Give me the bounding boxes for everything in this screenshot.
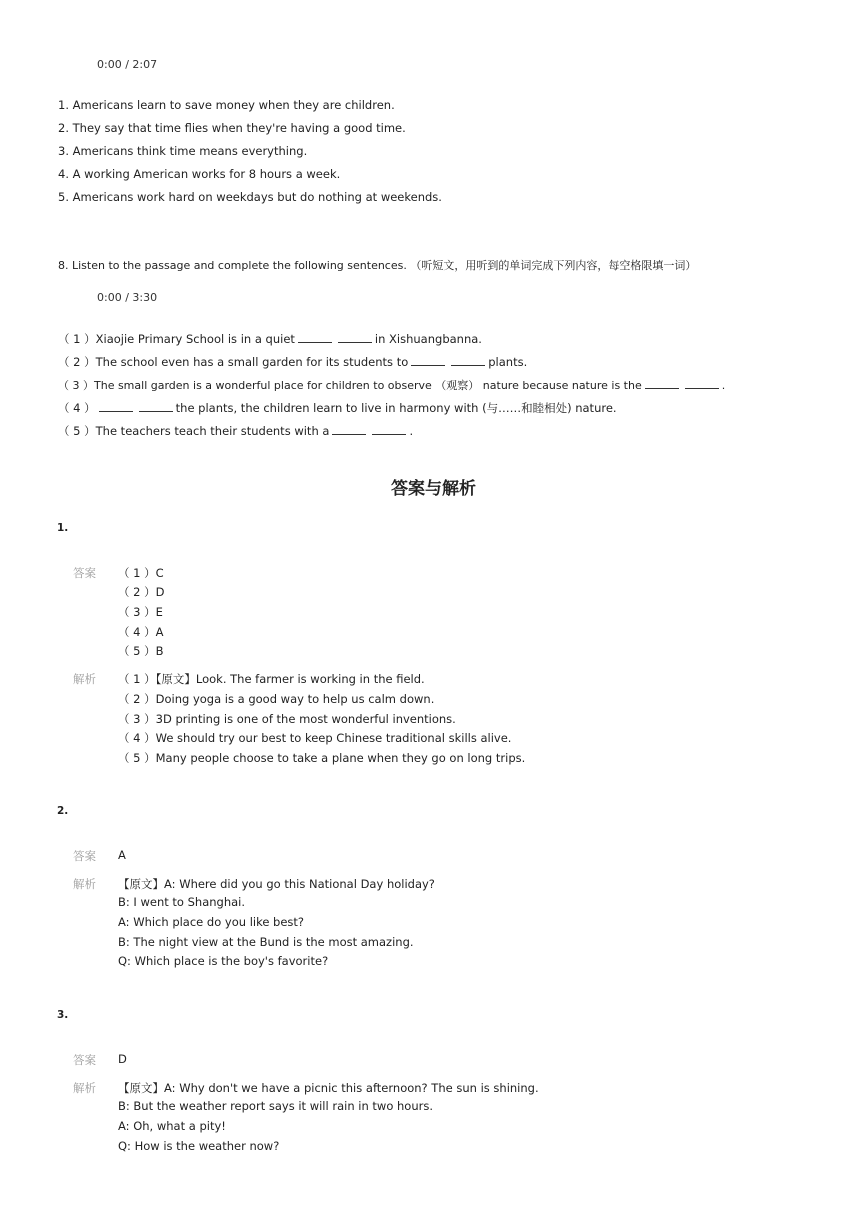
analysis-3-line: 【原文】A: Why don't we have a picnic this afternoon? The sun is shining. [118, 1081, 539, 1095]
analysis-1-line: （ 1 ）【原文】Look. The farmer is working in the field. [118, 672, 425, 686]
answer-1-item: （ 5 ）B [118, 644, 164, 658]
blank-input[interactable] [685, 379, 719, 389]
q8-sentence-3: （ 3 ）The small garden is a wonderful place for children to observe （观察） nature because nature is the . [58, 379, 726, 392]
q8-sentence-5: （ 5 ）The teachers teach their students with a . [58, 424, 414, 438]
answers-heading: 答案与解析 [391, 479, 476, 499]
answer-1-item: （ 4 ）A [118, 625, 164, 639]
analysis-1-line: （ 2 ）Doing yoga is a good way to help us calm down. [118, 692, 435, 706]
blank-input[interactable] [411, 356, 445, 366]
answer-label: 答案 [73, 849, 96, 863]
blank-input[interactable] [645, 379, 679, 389]
answer-1-number: 1. [57, 522, 69, 534]
blank-input[interactable] [298, 333, 332, 343]
statement-5: 5. Americans work hard on weekdays but do nothing at weekends. [58, 190, 442, 204]
blank-input[interactable] [139, 402, 173, 412]
analysis-label: 解析 [73, 877, 96, 891]
q8-sentence-4: （ 4 ） the plants, the children learn to live in harmony with (与……和睦相处) nature. [58, 401, 617, 415]
blank-input[interactable] [99, 402, 133, 412]
statement-1: 1. Americans learn to save money when they are children. [58, 98, 395, 112]
analysis-2-line: A: Which place do you like best? [118, 915, 305, 929]
audio-player-time[interactable]: 0:00 / 2:07 [97, 58, 158, 71]
analysis-2-line: B: I went to Shanghai. [118, 895, 246, 909]
blank-input[interactable] [451, 356, 485, 366]
answer-1-item: （ 2 ）D [118, 585, 165, 599]
blank-input[interactable] [338, 333, 372, 343]
statement-4: 4. A working American works for 8 hours a week. [58, 167, 341, 181]
analysis-1-line: （ 3 ）3D printing is one of the most wonderful inventions. [118, 712, 456, 726]
audio-player-time[interactable]: 0:00 / 3:30 [97, 291, 158, 304]
analysis-2-line: 【原文】A: Where did you go this National Day holiday? [118, 877, 435, 891]
analysis-2-line: B: The night view at the Bund is the most amazing. [118, 935, 414, 949]
answer-1-item: （ 3 ）E [118, 605, 163, 619]
answer-3-value: D [118, 1052, 127, 1066]
answer-label: 答案 [73, 566, 96, 580]
blank-input[interactable] [332, 425, 366, 435]
answer-2-value: A [118, 848, 126, 862]
q8-sentence-1: （ 1 ）Xiaojie Primary School is in a quiet in Xishuangbanna. [58, 332, 482, 346]
analysis-3-line: B: But the weather report says it will rain in two hours. [118, 1099, 433, 1113]
analysis-3-line: Q: How is the weather now? [118, 1139, 280, 1153]
answer-2-number: 2. [57, 805, 69, 817]
statement-2: 2. They say that time flies when they're having a good time. [58, 121, 406, 135]
answer-1-item: （ 1 ）C [118, 566, 164, 580]
statement-3: 3. Americans think time means everything. [58, 144, 308, 158]
analysis-2-line: Q: Which place is the boy's favorite? [118, 954, 329, 968]
q8-sentence-2: （ 2 ）The school even has a small garden for its students to plants. [58, 355, 528, 369]
blank-input[interactable] [372, 425, 406, 435]
q8-instruction: 8. Listen to the passage and complete the following sentences. （听短文，用听到的单词完成下列内容，每空格限填一词） [58, 259, 697, 272]
analysis-label: 解析 [73, 672, 96, 686]
analysis-1-line: （ 5 ）Many people choose to take a plane when they go on long trips. [118, 751, 526, 765]
analysis-label: 解析 [73, 1081, 96, 1095]
answer-3-number: 3. [57, 1009, 69, 1021]
analysis-1-line: （ 4 ）We should try our best to keep Chinese traditional skills alive. [118, 731, 512, 745]
analysis-3-line: A: Oh, what a pity! [118, 1119, 226, 1133]
answer-label: 答案 [73, 1053, 96, 1067]
